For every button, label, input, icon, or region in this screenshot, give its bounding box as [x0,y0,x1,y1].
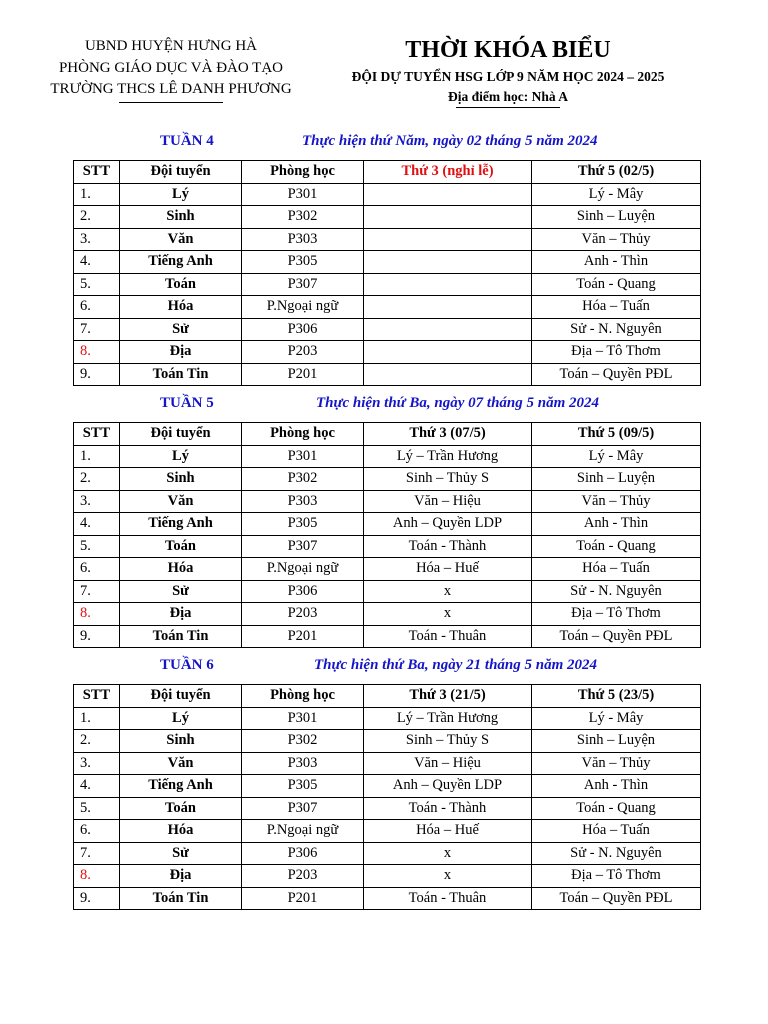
schedule-table [73,684,701,910]
team-name: Tiếng Anh [120,775,242,798]
table-row [74,183,701,206]
table-row [74,273,701,296]
tuesday-class: Sinh – Thủy S [364,730,532,753]
column-header: Phòng học [242,423,364,446]
room: P303 [242,752,364,775]
thursday-class: Địa – Tô Thơm [532,865,701,888]
team-name: Văn [120,228,242,251]
thursday-class: Lý - Mây [532,183,701,206]
column-header: Thứ 3 (07/5) [364,423,532,446]
row-number: 5. [74,797,120,820]
row-number: 1. [74,183,120,206]
table-header-row [74,161,701,184]
location-label: Địa điểm học: Nhà A [447,89,568,104]
week-heading [0,393,768,417]
room: P302 [242,730,364,753]
room: P306 [242,580,364,603]
room: P307 [242,797,364,820]
schedule-table [73,422,701,648]
table-row [74,468,701,491]
row-number: 2. [74,206,120,229]
column-header: STT [74,161,120,184]
room: P306 [242,842,364,865]
column-header: Phòng học [242,161,364,184]
divider [456,107,560,108]
team-name: Sử [120,580,242,603]
tuesday-class [364,363,532,386]
table-row [74,797,701,820]
thursday-class: Toán - Quang [532,535,701,558]
table-row [74,490,701,513]
table-row [74,363,701,386]
row-number: 7. [74,318,120,341]
team-name: Địa [120,865,242,888]
page-title: THỜI KHÓA BIỂU [405,37,611,63]
table-row [74,887,701,910]
table-row [74,707,701,730]
table-row [74,580,701,603]
thursday-class: Anh - Thìn [532,251,701,274]
thursday-class: Anh - Thìn [532,513,701,536]
team-name: Văn [120,490,242,513]
thursday-class: Văn – Thủy [532,228,701,251]
thursday-class: Sinh – Luyện [532,468,701,491]
thursday-class: Địa – Tô Thơm [532,341,701,364]
row-number: 7. [74,842,120,865]
table-header-row [74,423,701,446]
table-row [74,318,701,341]
room: P305 [242,775,364,798]
thursday-class: Sử - N. Nguyên [532,580,701,603]
table-row [74,445,701,468]
team-name: Toán [120,273,242,296]
row-number: 3. [74,228,120,251]
room: P201 [242,625,364,648]
tuesday-class: Hóa – Huế [364,820,532,843]
row-number: 9. [74,887,120,910]
room: P301 [242,707,364,730]
table-row [74,206,701,229]
row-number: 3. [74,490,120,513]
tuesday-class [364,296,532,319]
thursday-class: Toán – Quyền PĐL [532,363,701,386]
room: P201 [242,363,364,386]
tuesday-class: Anh – Quyền LDP [364,513,532,536]
room: P301 [242,445,364,468]
tuesday-class: x [364,865,532,888]
team-name: Địa [120,603,242,626]
row-number: 9. [74,625,120,648]
thursday-class: Hóa – Tuấn [532,820,701,843]
row-number: 6. [74,558,120,581]
tuesday-class: Anh – Quyền LDP [364,775,532,798]
week-label: TUẦN 6 [160,657,214,673]
thursday-class: Sử - N. Nguyên [532,842,701,865]
column-header: Thứ 3 (nghỉ lễ) [364,161,532,184]
row-number: 1. [74,445,120,468]
tuesday-class: Lý – Trần Hương [364,445,532,468]
row-number: 2. [74,730,120,753]
thursday-class: Sử - N. Nguyên [532,318,701,341]
tuesday-class [364,228,532,251]
column-header: Thứ 5 (02/5) [532,161,701,184]
table-row [74,820,701,843]
room: P303 [242,228,364,251]
row-number: 8. [74,865,120,888]
tuesday-class: Toán - Thuân [364,625,532,648]
table-row [74,228,701,251]
room: P203 [242,341,364,364]
thursday-class: Hóa – Tuấn [532,296,701,319]
table-row [74,625,701,648]
column-header: Đội tuyển [120,423,242,446]
table-row [74,752,701,775]
tuesday-class: x [364,603,532,626]
row-number: 4. [74,251,120,274]
column-header: STT [74,423,120,446]
tuesday-class: Lý – Trần Hương [364,707,532,730]
week-label: TUẦN 5 [160,395,214,411]
room: P301 [242,183,364,206]
team-name: Sinh [120,468,242,491]
row-number: 4. [74,775,120,798]
tuesday-class: Sinh – Thủy S [364,468,532,491]
row-number: 9. [74,363,120,386]
table-row [74,296,701,319]
room: P201 [242,887,364,910]
thursday-class: Văn – Thủy [532,490,701,513]
table-row [74,535,701,558]
team-name: Toán Tin [120,887,242,910]
team-name: Lý [120,707,242,730]
school-name: TRƯỜNG THCS LÊ DANH PHƯƠNG [50,81,292,97]
table-row [74,558,701,581]
tuesday-class: Hóa – Huế [364,558,532,581]
divider [119,102,223,103]
row-number: 5. [74,535,120,558]
team-name: Sinh [120,206,242,229]
tuesday-class: x [364,580,532,603]
column-header: STT [74,685,120,708]
table-row [74,842,701,865]
week-heading [0,131,768,155]
issuer-block [40,36,302,103]
tuesday-class: Toán - Thuân [364,887,532,910]
thursday-class: Toán - Quang [532,273,701,296]
room: P302 [242,206,364,229]
week-label: TUẦN 4 [160,133,214,149]
tuesday-class: Toán - Thành [364,535,532,558]
room: P307 [242,273,364,296]
schedule-table [73,160,701,386]
thursday-class: Văn – Thủy [532,752,701,775]
thursday-class: Lý - Mây [532,707,701,730]
thursday-class: Hóa – Tuấn [532,558,701,581]
row-number: 6. [74,296,120,319]
tuesday-class [364,183,532,206]
thursday-class: Toán - Quang [532,797,701,820]
room: P307 [242,535,364,558]
table-row [74,603,701,626]
row-number: 4. [74,513,120,536]
table-row [74,865,701,888]
team-name: Sử [120,842,242,865]
table-header-row [74,685,701,708]
room: P305 [242,513,364,536]
column-header: Thứ 5 (09/5) [532,423,701,446]
tuesday-class [364,251,532,274]
room: P303 [242,490,364,513]
column-header: Đội tuyển [120,161,242,184]
tuesday-class [364,318,532,341]
table-row [74,730,701,753]
team-name: Toán Tin [120,625,242,648]
row-number: 7. [74,580,120,603]
team-name: Sinh [120,730,242,753]
row-number: 1. [74,707,120,730]
column-header: Thứ 3 (21/5) [364,685,532,708]
row-number: 8. [74,603,120,626]
thursday-class: Địa – Tô Thơm [532,603,701,626]
room: P203 [242,603,364,626]
team-name: Hóa [120,296,242,319]
education-office: PHÒNG GIÁO DỤC VÀ ĐÀO TẠO [58,59,284,76]
week-date: Thực hiện thứ Ba, ngày 07 tháng 5 năm 2024 [316,395,600,411]
tuesday-class: x [364,842,532,865]
team-name: Tiếng Anh [120,513,242,536]
thursday-class: Toán – Quyền PĐL [532,625,701,648]
tuesday-class [364,273,532,296]
room: P.Ngoại ngữ [242,296,364,319]
tuesday-class: Toán - Thành [364,797,532,820]
thursday-class: Sinh – Luyện [532,730,701,753]
team-name: Văn [120,752,242,775]
room: P306 [242,318,364,341]
thursday-class: Sinh – Luyện [532,206,701,229]
team-name: Hóa [120,820,242,843]
column-header: Phòng học [242,685,364,708]
week-date: Thực hiện thứ Ba, ngày 21 tháng 5 năm 2024 [314,657,598,673]
team-name: Hóa [120,558,242,581]
tuesday-class [364,206,532,229]
team-name: Địa [120,341,242,364]
team-name: Toán Tin [120,363,242,386]
room: P.Ngoại ngữ [242,558,364,581]
row-number: 6. [74,820,120,843]
room: P302 [242,468,364,491]
room: P203 [242,865,364,888]
title-block [308,34,708,108]
district-committee: UBND HUYỆN HƯNG HÀ [84,38,258,54]
row-number: 8. [74,341,120,364]
table-row [74,251,701,274]
row-number: 2. [74,468,120,491]
row-number: 5. [74,273,120,296]
team-name: Sử [120,318,242,341]
week-heading [0,655,768,679]
room: P305 [242,251,364,274]
room: P.Ngoại ngữ [242,820,364,843]
page-subtitle: ĐỘI DỰ TUYỂN HSG LỚP 9 NĂM HỌC 2024 – 2025 [351,69,665,84]
team-name: Lý [120,445,242,468]
thursday-class: Anh - Thìn [532,775,701,798]
table-row [74,513,701,536]
thursday-class: Lý - Mây [532,445,701,468]
column-header: Thứ 5 (23/5) [532,685,701,708]
team-name: Lý [120,183,242,206]
team-name: Toán [120,535,242,558]
table-row [74,341,701,364]
tuesday-class [364,341,532,364]
week-date: Thực hiện thứ Năm, ngày 02 tháng 5 năm 2024 [302,133,598,149]
thursday-class: Toán – Quyền PĐL [532,887,701,910]
row-number: 3. [74,752,120,775]
column-header: Đội tuyển [120,685,242,708]
team-name: Tiếng Anh [120,251,242,274]
table-row [74,775,701,798]
tuesday-class: Văn – Hiệu [364,490,532,513]
team-name: Toán [120,797,242,820]
tuesday-class: Văn – Hiệu [364,752,532,775]
